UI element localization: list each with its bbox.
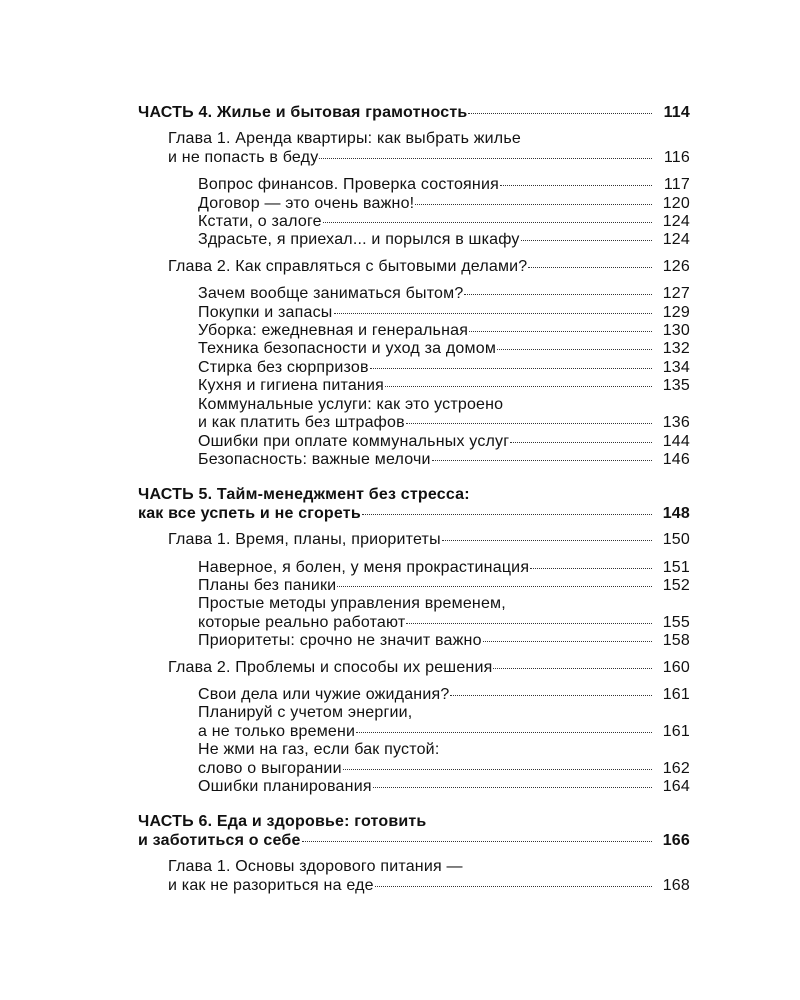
toc-page-number: 136: [662, 414, 690, 432]
toc-section-entry: [138, 595, 690, 632]
toc-section-entry: [138, 359, 690, 377]
toc-part-entry: [138, 813, 690, 850]
toc-entry-title-line: Глава 2. Как справляться с бытовыми делами?: [168, 257, 528, 275]
dotted-leader: [373, 787, 652, 788]
toc-entry-title-line: Глава 1. Основы здорового питания —: [168, 858, 463, 876]
dotted-leader: [323, 222, 652, 223]
toc-entry-title-line: Зачем вообще заниматься бытом?: [198, 285, 464, 303]
toc-page-number: 126: [662, 257, 690, 275]
toc-section-entry: [138, 322, 690, 340]
toc-section-entry: [138, 195, 690, 213]
toc-entry-title-line: как все успеть и не сгореть: [138, 504, 361, 522]
toc-entry-title-line: Стирка без сюрпризов: [198, 358, 369, 376]
toc-page-number: 155: [662, 613, 690, 631]
dotted-leader: [528, 267, 652, 268]
dotted-leader: [521, 240, 652, 241]
toc-section-entry: [138, 176, 690, 194]
toc-page-number: 124: [662, 213, 690, 231]
toc-chapter-entry: [138, 258, 690, 276]
toc-section-entry: [138, 285, 690, 303]
toc-page-number: 127: [662, 285, 690, 303]
toc-page-number: 114: [663, 104, 690, 121]
dotted-leader: [385, 386, 652, 387]
toc-entry-title-line: ЧАСТЬ 4. Жилье и бытовая грамотность: [138, 104, 468, 121]
dotted-leader: [469, 331, 652, 332]
toc-page-number: 130: [662, 322, 690, 340]
dotted-leader: [442, 540, 652, 541]
dotted-leader: [432, 460, 652, 461]
toc-chapter-entry: [138, 858, 690, 895]
dotted-leader: [302, 841, 652, 842]
toc-part-entry: [138, 104, 690, 122]
toc-page-number: 166: [662, 831, 690, 849]
toc-entry-title-line: Глава 1. Аренда квартиры: как выбрать жилье: [168, 130, 521, 148]
toc-page-number: 117: [663, 176, 690, 194]
table-of-contents: [138, 104, 690, 895]
toc-page-number: 134: [662, 358, 690, 376]
toc-entry-title-line: ЧАСТЬ 6. Еда и здоровье: готовить: [138, 813, 427, 831]
toc-page-number: 168: [662, 876, 690, 894]
toc-entry-title-line: и заботиться о себе: [138, 831, 301, 849]
toc-entry-title-line: Планируй с учетом энергии,: [198, 704, 413, 722]
toc-entry-title-line: Вопрос финансов. Проверка состояния: [198, 176, 499, 194]
toc-page-number: 161: [662, 685, 690, 703]
toc-entry-title-line: Наверное, я болен, у меня прокрастинация: [198, 558, 530, 576]
toc-page-number: 129: [662, 303, 690, 321]
toc-page-number: 148: [662, 504, 690, 522]
toc-section-entry: [138, 304, 690, 322]
dotted-leader: [319, 158, 652, 159]
toc-entry-title-line: ЧАСТЬ 5. Тайм-менеджмент без стресса:: [138, 486, 470, 504]
toc-page-number: 120: [662, 194, 690, 212]
toc-part-entry: [138, 486, 690, 523]
toc-page-number: 164: [662, 778, 690, 795]
toc-entry-title-line: Планы без паники: [198, 576, 337, 594]
toc-entry-title-line: которые реально работают: [198, 613, 406, 631]
toc-page-number: 144: [662, 432, 690, 450]
toc-section-entry: [138, 377, 690, 395]
dotted-leader: [493, 668, 652, 669]
toc-page-number: 162: [662, 759, 690, 777]
toc-entry-title-line: и как платить без штрафов: [198, 414, 405, 432]
toc-section-entry: [138, 632, 690, 650]
dotted-leader: [415, 204, 652, 205]
toc-entry-title-line: Уборка: ежедневная и генеральная: [198, 322, 469, 340]
toc-entry-title-line: Коммунальные услуги: как это устроено: [198, 395, 504, 413]
toc-page-number: 146: [662, 450, 690, 468]
dotted-leader: [483, 641, 652, 642]
toc-entry-title-line: слово о выгорании: [198, 759, 342, 777]
dotted-leader: [464, 294, 652, 295]
dotted-leader: [343, 769, 652, 770]
dotted-leader: [406, 423, 652, 424]
toc-entry-title-line: Приоритеты: срочно не значит важно: [198, 632, 482, 650]
dotted-leader: [450, 695, 652, 696]
dotted-leader: [334, 313, 652, 314]
toc-page-number: 152: [662, 576, 690, 594]
toc-section-entry: [138, 451, 690, 469]
toc-chapter-entry: [138, 531, 690, 549]
toc-section-entry: [138, 340, 690, 358]
toc-section-entry: [138, 741, 690, 778]
toc-page-number: 151: [662, 558, 690, 576]
toc-section-entry: [138, 686, 690, 704]
toc-section-entry: [138, 231, 690, 249]
toc-section-entry: [138, 577, 690, 595]
toc-entry-title-line: и не попасть в беду: [168, 148, 319, 166]
toc-page-number: 124: [662, 231, 690, 249]
toc-section-entry: [138, 559, 690, 577]
toc-entry-title-line: а не только времени: [198, 722, 356, 740]
toc-chapter-entry: [138, 659, 690, 677]
toc-entry-title-line: Кухня и гигиена питания: [198, 377, 384, 395]
toc-entry-title-line: Безопасность: важные мелочи: [198, 450, 431, 468]
toc-entry-title-line: Покупки и запасы: [198, 303, 333, 321]
toc-page-number: 158: [662, 632, 690, 650]
toc-page-number: 116: [663, 148, 690, 166]
toc-page-number: 161: [662, 722, 690, 740]
toc-entry-title-line: Ошибки при оплате коммунальных услуг: [198, 432, 510, 450]
toc-page-number: 160: [662, 658, 690, 676]
dotted-leader: [530, 568, 652, 569]
toc-section-entry: [138, 704, 690, 741]
toc-section-entry: [138, 396, 690, 433]
toc-entry-title-line: Глава 1. Время, планы, приоритеты: [168, 531, 441, 549]
dotted-leader: [500, 185, 652, 186]
dotted-leader: [356, 732, 652, 733]
toc-entry-title-line: и как не разориться на еде: [168, 876, 374, 894]
toc-section-entry: [138, 778, 690, 796]
toc-entry-title-line: Свои дела или чужие ожидания?: [198, 685, 450, 703]
toc-section-entry: [138, 433, 690, 451]
toc-page-number: 150: [662, 531, 690, 549]
toc-entry-title-line: Не жми на газ, если бак пустой:: [198, 741, 440, 759]
toc-page-number: 132: [662, 340, 690, 358]
toc-entry-title-line: Здрасьте, я приехал... и порылся в шкафу: [198, 231, 520, 249]
toc-section-entry: [138, 213, 690, 231]
dotted-leader: [375, 886, 652, 887]
toc-entry-title-line: Кстати, о залоге: [198, 213, 322, 231]
dotted-leader: [468, 113, 652, 114]
toc-entry-title-line: Ошибки планирования: [198, 778, 372, 795]
dotted-leader: [362, 514, 652, 515]
dotted-leader: [497, 349, 652, 350]
dotted-leader: [337, 586, 652, 587]
toc-chapter-entry: [138, 130, 690, 167]
dotted-leader: [406, 623, 652, 624]
dotted-leader: [370, 368, 652, 369]
toc-entry-title-line: Глава 2. Проблемы и способы их решения: [168, 658, 493, 676]
dotted-leader: [510, 442, 652, 443]
toc-entry-title-line: Техника безопасности и уход за домом: [198, 340, 497, 358]
toc-entry-title-line: Простые методы управления временем,: [198, 595, 506, 613]
toc-entry-title-line: Договор — это очень важно!: [198, 194, 415, 212]
toc-page-number: 135: [662, 377, 690, 395]
